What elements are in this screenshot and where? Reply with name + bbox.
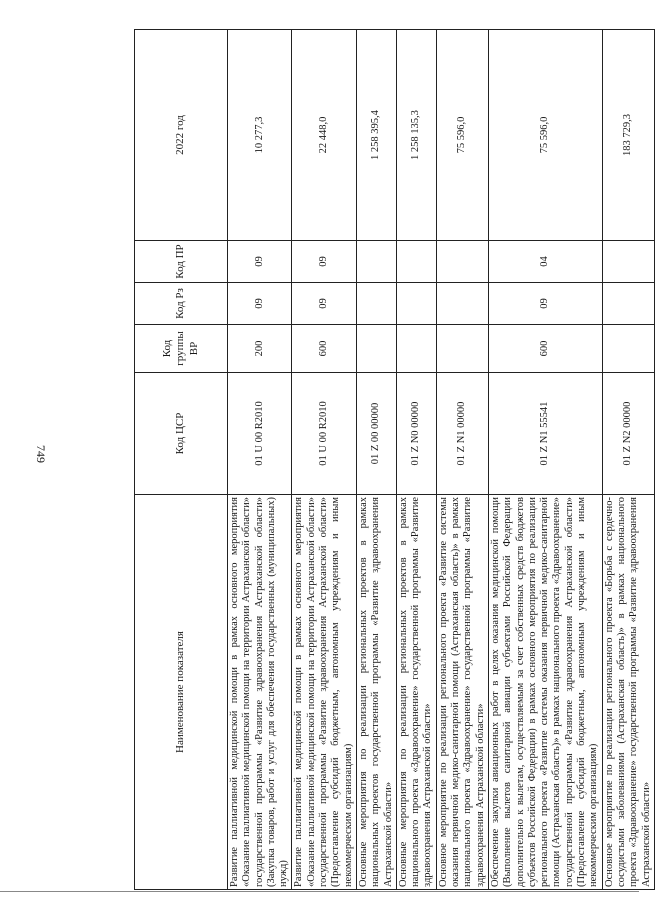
row-rz: 09 bbox=[292, 283, 356, 325]
header-csr: Код ЦСР bbox=[135, 373, 228, 495]
row-pr bbox=[356, 241, 396, 283]
row-rz bbox=[602, 283, 654, 325]
table-header-row bbox=[135, 30, 228, 890]
row-rz: 09 bbox=[488, 283, 602, 325]
budget-table bbox=[134, 29, 655, 890]
row-name: Основные мероприятия по реализации региональных проектов в рамках национальных проектов государственной программы «Развитие здравоохранения Астраханской области» bbox=[356, 495, 396, 890]
row-rz bbox=[396, 283, 436, 325]
row-name: Основные мероприятия по реализации региональных проектов в рамках национального проекта «Здравоохранение» государственной программы «Развитие здравоохранения Астраханской области» bbox=[396, 495, 436, 890]
row-vr: 600 bbox=[488, 325, 602, 373]
row-amount: 22 448,0 bbox=[292, 30, 356, 241]
rotated-table-container bbox=[134, 30, 652, 890]
row-name: Основное мероприятие по реализации регионального проекта «Развитие системы оказания первичной медико-санитарной помощи (Астраханская область)» в рамках национального проекта «Здравоохранение» государственной программы «Развитие здравоохранения Астраханской области» bbox=[436, 495, 488, 890]
row-name: Развитие паллиативной медицинской помощи в рамках основного мероприятия «Оказание паллиативной медицинской помощи на территории Астраханской области» государственной программы «Развитие здравоохранения Астраханской области» (Закупка товаров, работ и услуг для обеспечения государственных (муниципальных) нужд) bbox=[228, 495, 292, 890]
page-number: 749 bbox=[34, 445, 48, 463]
table-row bbox=[436, 30, 488, 890]
row-csr: 01 U 00 R2010 bbox=[228, 373, 292, 495]
row-vr: 600 bbox=[292, 325, 356, 373]
header-rz: Код Рз bbox=[135, 283, 228, 325]
table-row bbox=[602, 30, 654, 890]
header-pr: Код ПР bbox=[135, 241, 228, 283]
row-vr bbox=[356, 325, 396, 373]
table-row bbox=[396, 30, 436, 890]
row-csr: 01 Z 00 00000 bbox=[356, 373, 396, 495]
row-amount: 1 258 395,4 bbox=[356, 30, 396, 241]
header-name: Наименование показателя bbox=[135, 495, 228, 890]
header-vr: Код группы ВР bbox=[135, 325, 228, 373]
row-vr bbox=[396, 325, 436, 373]
row-amount: 1 258 135,3 bbox=[396, 30, 436, 241]
row-rz: 09 bbox=[228, 283, 292, 325]
row-vr bbox=[436, 325, 488, 373]
row-name: Основное мероприятие по реализации регионального проекта «Борьба с сердечно-сосудистыми заболеваниями (Астраханская область)» в рамках национального проекта «Здравоохранение» государственной программы «Развитие здравоохранения Астраханской области» bbox=[602, 495, 654, 890]
row-amount: 75 596,0 bbox=[436, 30, 488, 241]
row-pr bbox=[602, 241, 654, 283]
table-row bbox=[356, 30, 396, 890]
row-vr: 200 bbox=[228, 325, 292, 373]
table-row bbox=[228, 30, 292, 890]
row-csr: 01 Z N1 00000 bbox=[436, 373, 488, 495]
row-csr: 01 U 00 R2010 bbox=[292, 373, 356, 495]
scan-edge-line bbox=[0, 891, 639, 892]
row-pr bbox=[436, 241, 488, 283]
row-amount: 183 729,3 bbox=[602, 30, 654, 241]
row-amount: 75 596,0 bbox=[488, 30, 602, 241]
row-csr: 01 Z N1 55541 bbox=[488, 373, 602, 495]
row-rz bbox=[436, 283, 488, 325]
row-pr: 09 bbox=[228, 241, 292, 283]
table-row bbox=[488, 30, 602, 890]
row-csr: 01 Z N2 00000 bbox=[602, 373, 654, 495]
row-name: Развитие паллиативной медицинской помощи в рамках основного мероприятия «Оказание паллиативной медицинской помощи на территории Астраханской области» государственной программы «Развитие здравоохранения Астраханской области» (Предоставление субсидий бюджетным, автономным учреждениям и иным некоммерческим организациям) bbox=[292, 495, 356, 890]
row-amount: 10 277,3 bbox=[228, 30, 292, 241]
row-pr: 04 bbox=[488, 241, 602, 283]
row-vr bbox=[602, 325, 654, 373]
row-pr: 09 bbox=[292, 241, 356, 283]
row-rz bbox=[356, 283, 396, 325]
row-name: Обеспечение закупки авиационных работ в целях оказания медицинской помощи (Выполнение вылетов санитарной авиации субъектами Российской Федерации дополнительно к вылетам, осуществляемым за счет собственных средств бюджетов субъектов Российской Федерации) в рамках основного мероприятия по реализации регионального проекта «Развитие системы оказания первичной медико-санитарной помощи (Астраханская область)» в рамках национального проекта «Здравоохранение» государственной программы «Развитие здравоохранения Астраханской области» (Предоставление субсидий бюджетным, автономным учреждениям и иным некоммерческим организациям) bbox=[488, 495, 602, 890]
row-pr bbox=[396, 241, 436, 283]
table-row bbox=[292, 30, 356, 890]
row-csr: 01 Z N0 00000 bbox=[396, 373, 436, 495]
header-year: 2022 год bbox=[135, 30, 228, 241]
